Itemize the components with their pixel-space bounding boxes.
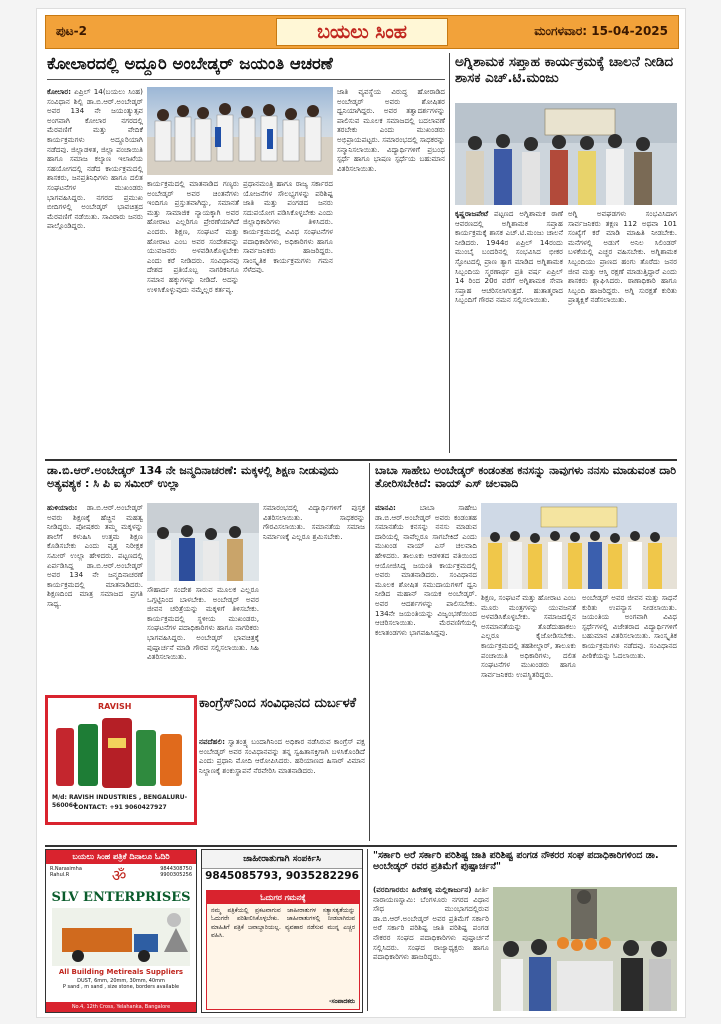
story1-text-3: ಪ್ರಧಾನಮಂತ್ರಿ ಹಾಗೂ ರಾಜ್ಯ ಸರ್ಕಾರದ ಯೋಜನೆಗಳ ಸೌಲಭ್ಯಗಳನ್ನು ಪರಿಶಿಷ್ಟ ಜಾತಿ ಮತ್ತು ಪಂಗಡದ ಜನರು ಸದುಪಯೋಗ ಪಡಿಸಿಕೊಳ್ಳಬೇಕು ಎಂದು ಜಿಲ್ಲಾಧಿಕಾರಿಗಳು ತಿಳಿಸಿದರು. ಕಾರ್ಯಕ್ರಮದಲ್ಲಿ ವಿವಿಧ ಸಂಘಟನೆಗಳ ಪದಾಧಿಕಾರಿಗಳು, ಅಧಿಕಾರಿಗಳು ಹಾಗೂ ಸಾರ್ವಜನಿಕರು ಹಾಜರಿದ್ದರು. ಸಾಂಸ್ಕೃತಿಕ ಕಾರ್ಯಕ್ರಮಗಳು ಗಮನ ಸೆಳೆದವು. xyxy=(243,179,333,275)
story2-text-2: ಅಗ್ನಿ ಅವಘಡಗಳು ಸಂಭವಿಸಿದಾಗ ಸಾರ್ವಜನಿಕರು ತಕ್ಷಣ 112 ಅಥವಾ 101 ಸಂಖ್ಯೆಗೆ ಕರೆ ಮಾಡಿ ಮಾಹಿತಿ ನೀಡಬೇಕು. ಮನೆಗಳಲ್ಲಿ ಅಡುಗೆ ಅನಿಲ ಸಿಲಿಂಡರ್ ಬಳಕೆಯಲ್ಲಿ ಎಚ್ಚರ ವಹಿಸಬೇಕು. ಅಗ್ನಿಶಾಮಕ ಸಿಬ್ಬಂದಿಯು ಪ್ರಾಣದ ಹಂಗು ತೊರೆದು ಜನರ ಜೀವ ಮತ್ತು ಆಸ್ತಿ ರಕ್ಷಣೆ ಮಾಡುತ್ತಿದ್ದಾರೆ ಎಂದು ಶಾಸಕರು ಶ್ಲಾಘಿಸಿದರು. ಠಾಣಾಧಿಕಾರಿ ಹಾಗೂ ಸಿಬ್ಬಂದಿ ಹಾಜರಿದ್ದರು. ಅಗ್ನಿ ಸುರಕ್ಷತೆ ಕುರಿತು ಪ್ರಾತ್ಯಕ್ಷಿಕೆ ನಡೆಸಲಾಯಿತು. xyxy=(568,209,677,305)
truck-image xyxy=(52,908,190,966)
story4-headline: ಬಾಬಾ ಸಾಹೇಬ ಅಂಬೇಡ್ಕರ್ ಕಂಡಂತಹ ಕನಸನ್ನು ನಾವುಗಳು ನನಸು ಮಾಡುವಂತ ದಾರಿ ತೋರಿಸಬೇಕಿದೆ: ವಾಯ್ ಎಸ್ ಚಲವಾದಿ xyxy=(375,464,677,490)
notice-body: ನಮ್ಮ ಪತ್ರಿಕೆಯಲ್ಲಿ ಪ್ರಕಟವಾಗುವ ಜಾಹೀರಾತುಗಳ ಸತ್ಯಾಸತ್ಯತೆಯನ್ನು ಓದುಗರೇ ಪರಿಶೀಲಿಸಿಕೊಳ್ಳಬೇಕು. ಜಾಹೀರಾತುಗಳಲ್ಲಿ ನೀಡಲಾಗಿರುವ ಮಾಹಿತಿಗೆ ಪತ್ರಿಕೆ ಜವಾಬ್ದಾರಿಯಲ್ಲ. ವ್ಯವಹಾರ ನಡೆಸುವ ಮುನ್ನ ಎಚ್ಚರ ವಹಿಸಿ. xyxy=(211,907,355,940)
product-bottles-image xyxy=(52,716,190,790)
story5-column-1 xyxy=(199,737,365,833)
story1-headline: ಕೋಲಾರದಲ್ಲಿ ಅದ್ದೂರಿ ಅಂಬೇಡ್ಕರ್ ಜಯಂತಿ ಆಚರಣೆ xyxy=(47,54,333,73)
advertisement-contact-box xyxy=(201,849,363,1013)
jahirat-phones[interactable]: 9845085793, 9035282296 xyxy=(205,870,359,882)
readers-notice xyxy=(206,890,360,1010)
page-number: ಪುಟ-2 xyxy=(56,24,87,38)
story1-column-3 xyxy=(243,179,333,455)
story3-text-3: ಸಮಾರಂಭದಲ್ಲಿ ವಿದ್ಯಾರ್ಥಿಗಳಿಗೆ ಪುಸ್ತಕ ವಿತರಿಸಲಾಯಿತು. ಸಾಧಕರನ್ನು ಗೌರವಿಸಲಾಯಿತು. ಸಮಾನತೆಯ ಸಮಾಜ ನಿರ್ಮಾಣಕ್ಕೆ ಎಲ್ಲರೂ ಶ್ರಮಿಸಬೇಕು. xyxy=(263,503,365,541)
story4-text-3: ಅಂಬೇಡ್ಕರ್ ಅವರ ಜೀವನ ಮತ್ತು ಸಾಧನೆ ಕುರಿತು ಉಪನ್ಯಾಸ ನೀಡಲಾಯಿತು. ಜಯಂತಿಯ ಅಂಗವಾಗಿ ವಿವಿಧ ಸ್ಪರ್ಧೆಗಳಲ್ಲಿ ವಿಜೇತರಾದ ವಿದ್ಯಾರ್ಥಿಗಳಿಗೆ ಬಹುಮಾನ ವಿತರಿಸಲಾಯಿತು. ಸಾಂಸ್ಕೃತಿಕ ಕಾರ್ಯಕ್ರಮಗಳು ನಡೆದವು. ಸಂವಿಧಾನದ ಪೀಠಿಕೆಯನ್ನು ಓದಲಾಯಿತು. xyxy=(582,593,677,660)
statue-tribute-image xyxy=(493,887,677,1011)
divider xyxy=(47,79,445,80)
story5-text-1: ಸ್ವಾತಂತ್ರ್ಯ ಬಂದಾಗಿನಿಂದ ಅಧಿಕಾರ ನಡೆಸಿರುವ ಕಾಂಗ್ರೆಸ್ ಪಕ್ಷ ಅಂಬೇಡ್ಕರ್ ಅವರ ಸಂವಿಧಾನವನ್ನು ತನ್ನ ಸ್ವಹಿತಾಸಕ್ತಿಗಾಗಿ ಬಳಸಿಕೊಂಡಿದೆ ಎಂದು ಪ್ರಧಾನಿ ಮೋದಿ ಆರೋಪಿಸಿದರು. ಹರಿಯಾಣದ ಹಿಸಾರ್ ವಿಮಾನ ನಿಲ್ದಾಣಕ್ಕೆ ಶಂಕುಸ್ಥಾಪನೆ ನೆರವೇರಿಸಿ ಮಾತನಾಡಿದರು. xyxy=(199,737,365,775)
slv-top-banner: ಬಯಲು ಸಿಂಹ ಪತ್ರಿಕೆ ದಿನಾಲೂ ಓದಿರಿ xyxy=(46,850,196,864)
story4-column-2 xyxy=(481,593,576,839)
ravish-contact: CONTACT: +91 9060427927 xyxy=(74,804,167,811)
story2-byline: ಕೃಷ್ಣರಾಜಪೇಟೆ xyxy=(455,209,489,218)
story4-text-2: ಶಿಕ್ಷಣ, ಸಂಘಟನೆ ಮತ್ತು ಹೋರಾಟ ಎಂಬ ಮೂರು ಮಂತ್ರಗಳನ್ನು ಯುವಜನತೆ ಅಳವಡಿಸಿಕೊಳ್ಳಬೇಕು. ಸಮಾಜದಲ್ಲಿನ ಅಸಮಾನತೆಯನ್ನು ತೊಡೆದುಹಾಕಲು ಎಲ್ಲರೂ ಕೈಜೋಡಿಸಬೇಕು. ಕಾರ್ಯಕ್ರಮದಲ್ಲಿ ತಹಶೀಲ್ದಾರ್, ತಾಲೂಕು ಪಂಚಾಯಿತಿ ಅಧಿಕಾರಿಗಳು, ದಲಿತ ಸಂಘಟನೆಗಳ ಮುಖಂಡರು ಹಾಗೂ ಸಾರ್ವಜನಿಕರು ಉಪಸ್ಥಿತರಿದ್ದರು. xyxy=(481,593,576,679)
story4-column-1 xyxy=(375,503,477,839)
masthead xyxy=(45,15,679,49)
slv-tagline: All Building Metireals Suppliers xyxy=(58,968,184,976)
issue-date: ಮಂಗಳವಾರ: 15-04-2025 xyxy=(534,24,668,38)
ravish-brand: RAVISH xyxy=(98,702,132,711)
hulyar-event-image xyxy=(147,503,259,581)
story5-headline: ಕಾಂಗ್ರೆಸ್‌ನಿಂದ ಸಂವಿಧಾನದ ದುರ್ಬಳಕೆ xyxy=(199,696,357,711)
story1-text-2: ಕಾರ್ಯಕ್ರಮದಲ್ಲಿ ಮಾತನಾಡಿದ ಗಣ್ಯರು ಅಂಬೇಡ್ಕರ್ ಅವರ ಚಿಂತನೆಗಳು ಇಂದಿಗೂ ಪ್ರಸ್ತುತವಾಗಿದ್ದು, ಸಮಾನತೆ ಮತ್ತು ಸಾಮಾಜಿಕ ನ್ಯಾಯಕ್ಕಾಗಿ ಅವರ ಹೋರಾಟ ಎಲ್ಲರಿಗೂ ಪ್ರೇರಣೆಯಾಗಿದೆ ಎಂದರು. ಶಿಕ್ಷಣ, ಸಂಘಟನೆ ಮತ್ತು ಹೋರಾಟ ಎಂಬ ಅವರ ಸಂದೇಶವನ್ನು ಯುವಜನರು ಅಳವಡಿಸಿಕೊಳ್ಳಬೇಕು ಎಂದು ಕರೆ ನೀಡಿದರು. ಸಂವಿಧಾನವು ದೇಶದ ಪ್ರತಿಯೊಬ್ಬ ನಾಗರಿಕನಿಗೂ ಸಮಾನ ಹಕ್ಕುಗಳನ್ನು ನೀಡಿದೆ. ಅದನ್ನು ಉಳಿಸಿಕೊಳ್ಳುವುದು ನಮ್ಮೆಲ್ಲರ ಕರ್ತವ್ಯ. xyxy=(147,179,239,294)
manvi-event-image xyxy=(481,503,677,589)
slv-address: No.4, 12th Cross, Yelahanka, Bangalore xyxy=(46,1002,196,1012)
column-rule xyxy=(369,463,370,841)
story3-column-2 xyxy=(147,585,259,689)
ravish-advertisement[interactable] xyxy=(45,695,197,825)
story3-column-3 xyxy=(263,503,365,689)
story3-headline: ಡಾ.ಬಿ.ಆರ್.ಅಂಬೇಡ್ಕರ್ 134 ನೇ ಜನ್ಮದಿನಾಚರಣೆ: ಮಕ್ಕಳಲ್ಲಿ ಶಿಕ್ಷಣ ನೀಡುವುದು ಅತ್ಯವಶ್ಯಕ : ಸಿ ಪಿ ಐ ಸಮೀರ್ ಉಲ್ಲಾ xyxy=(47,464,339,490)
om-icon: ॐ xyxy=(111,866,127,885)
story4-byline: ಮಾನವಿ: xyxy=(375,503,396,512)
story1-photo xyxy=(147,87,333,175)
fire-week-event-image xyxy=(455,103,677,205)
slv-phones: 9844308750 9900305256 xyxy=(160,866,192,878)
story1-text-1: ಏಪ್ರಿಲ್ 14(ಬಯಲು ಸಿಂಹ) ಸಂವಿಧಾನ ಶಿಲ್ಪಿ ಡಾ.ಬಿ.ಆರ್.ಅಂಬೇಡ್ಕರ್ ಅವರ 134 ನೇ ಜಯಂತ್ಯುತ್ಸವ ಅಂಗವಾಗಿ ಕೋಲಾರ ನಗರದಲ್ಲಿ ಮೆರವಣಿಗೆ ಮತ್ತು ವೇದಿಕೆ ಕಾರ್ಯಕ್ರಮಗಳು ಅದ್ದೂರಿಯಾಗಿ ನಡೆದವು. ಜಿಲ್ಲಾಡಳಿತ, ಜಿಲ್ಲಾ ಪಂಚಾಯಿತಿ ಹಾಗೂ ಸಮಾಜ ಕಲ್ಯಾಣ ಇಲಾಖೆಯ ಸಹಯೋಗದಲ್ಲಿ ನಡೆದ ಕಾರ್ಯಕ್ರಮದಲ್ಲಿ ಶಾಸಕರು, ಜನಪ್ರತಿನಿಧಿಗಳು ಹಾಗೂ ದಲಿತ ಸಂಘಟನೆಗಳ ಮುಖಂಡರು ಭಾಗವಹಿಸಿದ್ದರು. ನಗರದ ಪ್ರಮುಖ ಬೀದಿಗಳಲ್ಲಿ ಅಂಬೇಡ್ಕರ್ ಭಾವಚಿತ್ರದ ಮೆರವಣಿಗೆ ನಡೆಯಿತು. ಸಾವಿರಾರು ಜನರು ಪಾಲ್ಗೊಂಡಿದ್ದರು. xyxy=(47,87,143,231)
notice-title: ಓದುಗರ ಗಮನಕ್ಕೆ xyxy=(207,891,359,904)
story1-column-1 xyxy=(47,87,143,455)
story4-text-1: ಬಾಬಾ ಸಾಹೇಬ ಡಾ.ಬಿ.ಆರ್.ಅಂಬೇಡ್ಕರ್ ಅವರು ಕಂಡಂತಹ ಸಮಾನತೆಯ ಕನಸನ್ನು ನನಸು ಮಾಡುವ ದಾರಿಯಲ್ಲಿ ನಾವೆಲ್ಲರೂ ಸಾಗಬೇಕಿದೆ ಎಂದು ಮುಖಂಡ ವಾಯ್ ಎಸ್ ಚಲವಾದಿ ಹೇಳಿದರು. ತಾಲೂಕು ಆಡಳಿತದ ವತಿಯಿಂದ ಆಯೋಜಿಸಿದ್ದ ಜಯಂತಿ ಕಾರ್ಯಕ್ರಮದಲ್ಲಿ ಅವರು ಮಾತನಾಡಿದರು. ಸಂವಿಧಾನದ ಮೂಲಕ ಶೋಷಿತ ಸಮುದಾಯಗಳಿಗೆ ಧ್ವನಿ ನೀಡಿದ ಮಹಾನ್ ನಾಯಕ ಅಂಬೇಡ್ಕರ್. ಅವರ ಆದರ್ಶಗಳನ್ನು ಪಾಲಿಸಬೇಕು. 134ನೇ ಜಯಂತಿಯನ್ನು ವಿಜೃಂಭಣೆಯಿಂದ ಆಚರಿಸಲಾಯಿತು. ಮೆರವಣಿಗೆಯಲ್ಲಿ ಕಲಾತಂಡಗಳು ಭಾಗವಹಿಸಿದ್ದವು. xyxy=(375,503,477,637)
section-divider xyxy=(45,459,677,461)
story1-column-4 xyxy=(337,87,445,455)
newspaper-page xyxy=(36,8,686,1018)
jahirat-heading: ಜಾಹೀರಾತುಗಾಗಿ ಸಂಪರ್ಕಿಸಿ xyxy=(202,850,362,869)
column-rule xyxy=(449,53,450,453)
procession-image xyxy=(147,87,333,175)
story3-photo xyxy=(147,503,259,581)
story3-text-2: ಸೌಹಾರ್ದ ಸಂದೇಶ ಸಾರುವ ಮೂಲಕ ಎಲ್ಲರೂ ಒಗ್ಗಟ್ಟಿನಿಂದ ಬಾಳಬೇಕು. ಅಂಬೇಡ್ಕರ್ ಅವರ ಜೀವನ ಚರಿತ್ರೆಯನ್ನು ಮಕ್ಕಳಿಗೆ ತಿಳಿಸಬೇಕು. ಕಾರ್ಯಕ್ರಮದಲ್ಲಿ ಸ್ಥಳೀಯ ಮುಖಂಡರು, ಸಂಘಟನೆಗಳ ಪದಾಧಿಕಾರಿಗಳು ಹಾಗೂ ನಾಗರಿಕರು ಭಾಗವಹಿಸಿದ್ದರು. ಅಂಬೇಡ್ಕರ್ ಭಾವಚಿತ್ರಕ್ಕೆ ಪುಷ್ಪಾರ್ಚನೆ ಮಾಡಿ ಗೌರವ ಸಲ್ಲಿಸಲಾಯಿತು. ಸಿಹಿ ವಿತರಿಸಲಾಯಿತು. xyxy=(147,585,259,662)
slv-items: DUST, 6mm, 20mm, 30mm, 40mm P sand , m sand , size stone, borders available xyxy=(62,978,180,990)
slv-owner-names: R.Narasimha Rahul.R xyxy=(50,866,82,878)
story3-text-1: ಡಾ.ಬಿ.ಆರ್.ಅಂಬೇಡ್ಕರ್ ಅವರು ಶಿಕ್ಷಣಕ್ಕೆ ಹೆಚ್ಚಿನ ಮಹತ್ವ ನೀಡಿದ್ದರು. ಪೋಷಕರು ತಮ್ಮ ಮಕ್ಕಳನ್ನು ಶಾಲೆಗೆ ಕಳುಹಿಸಿ ಉತ್ತಮ ಶಿಕ್ಷಣ ಕೊಡಿಸಬೇಕು ಎಂದು ವೃತ್ತ ನಿರೀಕ್ಷಕ ಸಮೀರ್ ಉಲ್ಲಾ ಹೇಳಿದರು. ಪಟ್ಟಣದಲ್ಲಿ ಏರ್ಪಡಿಸಿದ್ದ ಡಾ.ಬಿ.ಆರ್.ಅಂಬೇಡ್ಕರ್ ಅವರ 134 ನೇ ಜನ್ಮದಿನಾಚರಣೆ ಕಾರ್ಯಕ್ರಮದಲ್ಲಿ ಮಾತನಾಡಿದರು. ಶಿಕ್ಷಣದಿಂದ ಮಾತ್ರ ಸಮಾಜದ ಪ್ರಗತಿ ಸಾಧ್ಯ. xyxy=(47,503,143,608)
story5-byline: ನವದೆಹಲಿ: xyxy=(199,737,225,746)
section-divider xyxy=(45,845,677,847)
story6-headline: "ಸರ್ಕಾರಿ ಅರೆ ಸರ್ಕಾರಿ ಪರಿಶಿಷ್ಟ ಜಾತಿ ಪರಿಶಿಷ್ಟ ಪಂಗಡ ನೌಕರರ ಸಂಘ ಪದಾಧಿಕಾರಿಗಳಿಂದ ಡಾ. ಅಂಬೇಡ್ಕರ್ ರವರ ಪ್ರತಿಮೆಗೆ ಪುಷ್ಪಾರ್ಚನೆ" xyxy=(373,850,659,872)
story2-text-1: ಪಟ್ಟಣದ ಅಗ್ನಿಶಾಮಕ ಠಾಣೆ ಆವರಣದಲ್ಲಿ ಅಗ್ನಿಶಾಮಕ ಸಪ್ತಾಹ ಕಾರ್ಯಕ್ರಮಕ್ಕೆ ಶಾಸಕ ಎಚ್.ಟಿ.ಮಂಜು ಚಾಲನೆ ನೀಡಿದರು. 1944ರ ಏಪ್ರಿಲ್ 14ರಂದು ಮುಂಬೈ ಬಂದರಿನಲ್ಲಿ ಸಂಭವಿಸಿದ ಭೀಕರ ಸ್ಫೋಟದಲ್ಲಿ ಪ್ರಾಣ ತ್ಯಾಗ ಮಾಡಿದ ಅಗ್ನಿಶಾಮಕ ಸಿಬ್ಬಂದಿಯ ಸ್ಮರಣಾರ್ಥ ಪ್ರತಿ ವರ್ಷ ಏಪ್ರಿಲ್ 14 ರಿಂದ 20ರ ವರೆಗೆ ಅಗ್ನಿಶಾಮಕ ಸೇವಾ ಸಪ್ತಾಹ ಆಚರಿಸಲಾಗುತ್ತದೆ. ಹುತಾತ್ಮರಾದ ಸಿಬ್ಬಂದಿಗೆ ಗೌರವ ನಮನ ಸಲ್ಲಿಸಲಾಯಿತು. xyxy=(455,209,563,305)
story2-photo xyxy=(455,103,677,205)
story4-column-3 xyxy=(582,593,677,839)
story1-text-4: ಜಾತಿ ವ್ಯವಸ್ಥೆಯ ವಿರುದ್ಧ ಹೋರಾಡಿದ ಅಂಬೇಡ್ಕರ್ ಅವರು ಶೋಷಿತರ ಧ್ವನಿಯಾಗಿದ್ದರು. ಅವರ ತತ್ವಾದರ್ಶಗಳನ್ನು ಪಾಲಿಸುವ ಮೂಲಕ ಸಮಾಜದಲ್ಲಿ ಬದಲಾವಣೆ ತರಬೇಕು ಎಂದು ಮುಖಂಡರು ಅಭಿಪ್ರಾಯಪಟ್ಟರು. ಸಮಾರಂಭದಲ್ಲಿ ಸಾಧಕರನ್ನು ಸನ್ಮಾನಿಸಲಾಯಿತು. ವಿದ್ಯಾರ್ಥಿಗಳಿಗೆ ಪ್ರಬಂಧ ಸ್ಪರ್ಧೆ ಹಾಗೂ ಭಾಷಣ ಸ್ಪರ್ಧೆಯ ಬಹುಮಾನ ವಿತರಿಸಲಾಯಿತು. xyxy=(337,87,445,173)
story3-byline: ಹುಳಿಯಾರು: xyxy=(47,503,78,512)
story2-column-2 xyxy=(568,209,677,455)
slv-company-name: SLV ENTERPRISES xyxy=(51,890,191,905)
story6-byline: (ವರದಿಗಾರರು: ಹಿರೇಹಳ್ಳಿ ಮಲ್ಲಿಕಾರ್ಜುನ) xyxy=(373,885,472,894)
story4-photo xyxy=(481,503,677,589)
slv-enterprises-advertisement[interactable] xyxy=(45,849,197,1013)
story3-column-1 xyxy=(47,503,143,689)
story6-column-1 xyxy=(373,885,489,1011)
story6-photo xyxy=(493,887,677,1011)
story1-byline: ಕೋಲಾರ: xyxy=(47,87,72,96)
paper-name: ಬಯಲು ಸಿಂಹ xyxy=(276,18,448,46)
story2-headline: ಅಗ್ನಿಶಾಮಕ ಸಪ್ತಾಹ ಕಾರ್ಯಕ್ರಮಕ್ಕೆ ಚಾಲನೆ ನೀಡಿದ ಶಾಸಕ ಎಚ್.ಟಿ.ಮಂಜು xyxy=(455,54,674,86)
story1-column-2 xyxy=(147,179,239,455)
story6-text-1: ಹೀರ್ತಿ ನಾರಾಯಣಸ್ವಾಮಿ: ಬೆಂಗಳೂರು ನಗರದ ವಿಧಾನ ಸೌಧ ಮುಂಭಾಗದಲ್ಲಿರುವ ಡಾ.ಬಿ.ಆರ್.ಅಂಬೇಡ್ಕರ್ ಅವರ ಪ್ರತಿಮೆಗೆ ಸರ್ಕಾರಿ ಅರೆ ಸರ್ಕಾರಿ ಪರಿಶಿಷ್ಟ ಜಾತಿ ಪರಿಶಿಷ್ಟ ಪಂಗಡ ನೌಕರರ ಸಂಘದ ಪದಾಧಿಕಾರಿಗಳು ಪುಷ್ಪಾರ್ಚನೆ ಸಲ್ಲಿಸಿದರು. ಸಂಘದ ರಾಜ್ಯಾಧ್ಯಕ್ಷರು ಹಾಗೂ ಪದಾಧಿಕಾರಿಗಳು ಹಾಜರಿದ್ದರು. xyxy=(373,885,489,962)
story2-column-1 xyxy=(455,209,563,455)
ravish-address: M/d: RAVISH INDUSTRIES , BENGALURU-560064 xyxy=(52,794,188,809)
column-rule xyxy=(367,849,368,1011)
notice-signature: -ಸಂಪಾದಕರು xyxy=(329,998,355,1005)
